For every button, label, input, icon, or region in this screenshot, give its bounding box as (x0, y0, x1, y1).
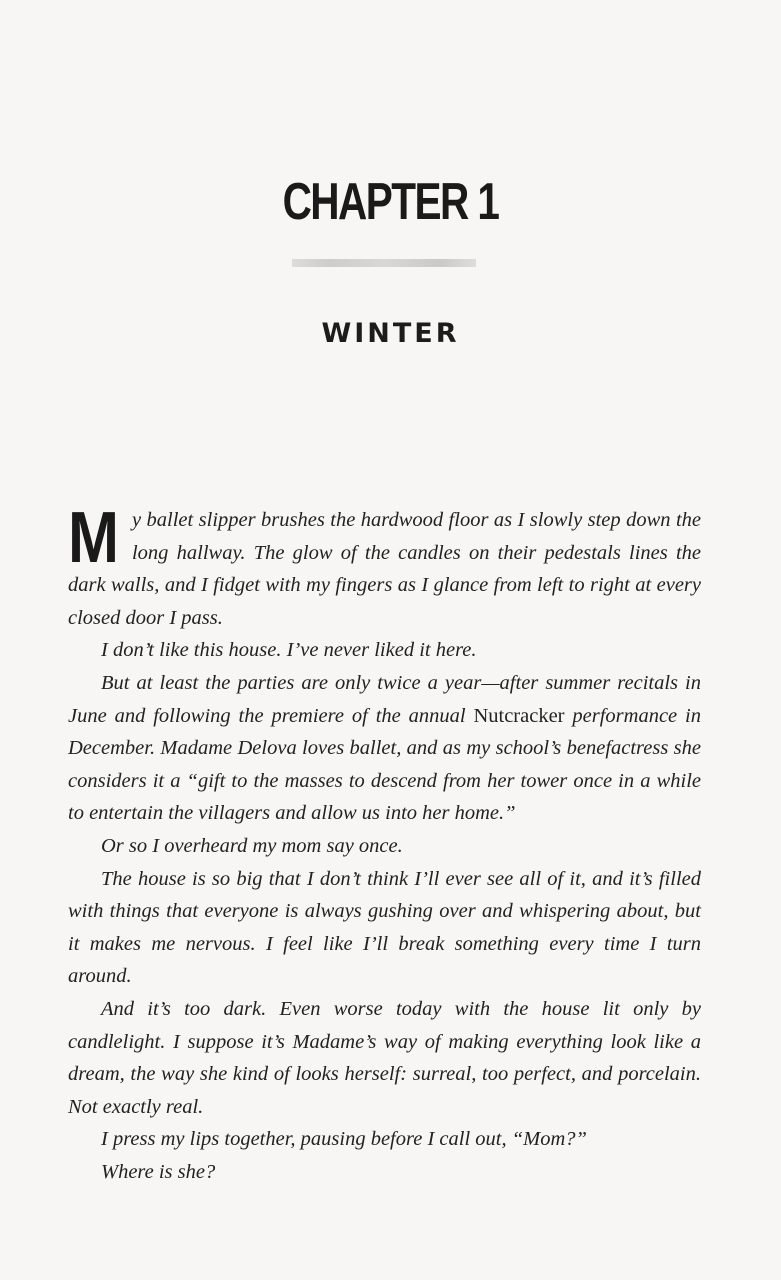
paragraph-4: Or so I overheard my mom say once. (101, 834, 403, 857)
paragraph-6: And it’s too dark. Even worse today with the house lit only by candlelight. I suppose it’s Madame’s way of making everything look like a dream, the way she kind of looks herself: surreal, too perfect, and porcelain. Not exactly real. (68, 997, 701, 1118)
paragraph-3 (68, 667, 701, 830)
paragraph-3-text-b: performance in December. Madame Delova loves ballet, and as my school’s benefactress she considers it a “gift to the masses to descend from her tower once in a while to entertain the villagers and allow us into her home.” (68, 704, 701, 825)
paragraph-1 (68, 498, 701, 634)
paragraph-2: I don’t like this house. I’ve never liked it here. (101, 639, 477, 662)
chapter-body (68, 498, 701, 1188)
drop-cap: M (68, 498, 118, 578)
chapter-divider (292, 259, 476, 267)
paragraph-1-text: y ballet slipper brushes the hardwood floor as I slowly step down the long hallway. The glow of the candles on their pedestals lines the dark walls, and I fidget with my fingers as I glance from left to right at every closed door I pass. (68, 509, 701, 629)
chapter-subtitle: WINTER (321, 318, 460, 349)
paragraph-3-work-title: Nutcracker (473, 704, 565, 727)
paragraph-7: I press my lips together, pausing before I call out, “Mom?” (101, 1128, 587, 1151)
paragraph-3-text-a: But at least the parties are only twice a year—after summer recitals in June and following the premiere of the annual (68, 671, 701, 727)
chapter-title: CHAPTER 1 (282, 173, 499, 231)
paragraph-5: The house is so big that I don’t think I’ll ever see all of it, and it’s filled with things that everyone is always gushing over and whispering about, but it makes me nervous. I feel like I’ll break something every time I turn around. (68, 867, 701, 988)
paragraph-8: Where is she? (101, 1160, 216, 1183)
